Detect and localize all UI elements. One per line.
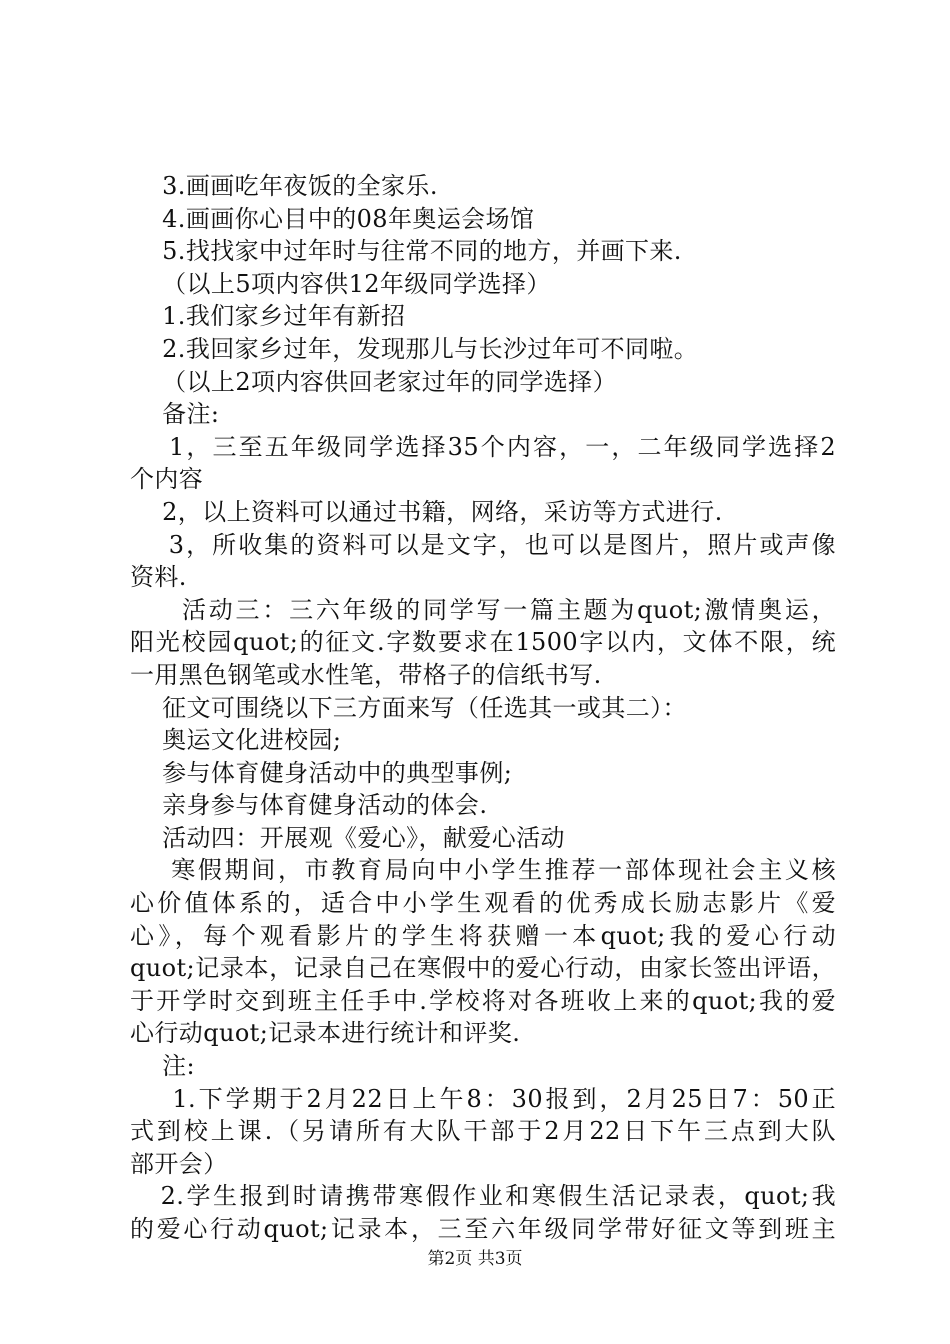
text-line: 征文可围绕以下三方面来写（任选其一或其二）： — [130, 693, 687, 722]
text-line: 心》，每个观看影片的学生将获赠一本quot;我的爱心行动 — [130, 921, 836, 950]
text-line: 心价值体系的，适合中小学生观看的优秀成长励志影片《爱 — [130, 889, 836, 918]
page-footer: 第2页 共3页 — [427, 1249, 523, 1269]
text-line: 注: — [130, 1052, 196, 1081]
text-line: 3.画画吃年夜饭的全家乐. — [130, 172, 438, 200]
text-line: 一用黑色钢笔或水性笔，带格子的信纸书写. — [130, 660, 602, 689]
text-line: 1.我们家乡过年有新招 — [130, 302, 406, 331]
text-line: 阳光校园quot;的征文.字数要求在1500字以内，文体不限，统 — [130, 628, 836, 657]
text-line: 寒假期间，市教育局向中小学生推荐一部体现社会主义核 — [130, 856, 836, 885]
text-line: 资料. — [130, 563, 187, 592]
text-line: 部开会） — [130, 1149, 228, 1178]
text-line: 3，所收集的资料可以是文字，也可以是图片，照片或声像 — [130, 530, 836, 559]
text-line: quot;记录本，记录自己在寒假中的爱心行动，由家长签出评语， — [130, 954, 836, 983]
text-line: 参与体育健身活动中的典型事例; — [130, 758, 513, 787]
text-line: 心行动quot;记录本进行统计和评奖. — [130, 1019, 521, 1048]
text-line: （以上5项内容供12年级同学选择） — [130, 269, 551, 298]
text-line: 2.学生报到时请携带寒假作业和寒假生活记录表，quot;我 — [130, 1182, 836, 1211]
text-line: 亲身参与体育健身活动的体会. — [130, 791, 488, 820]
text-line: 的爱心行动quot;记录本，三至六年级同学带好征文等到班主 — [130, 1215, 836, 1243]
text-line: 4.画画你心目中的08年奥运会场馆 — [130, 204, 535, 233]
text-line: 奥运文化进校园; — [130, 726, 342, 755]
text-line: 2.我回家乡过年，发现那儿与长沙过年可不同啦。 — [130, 334, 699, 363]
text-line: 1.下学期于2月22日上午8：30报到，2月25日7：50正 — [130, 1084, 836, 1113]
text-line: 备注: — [130, 400, 220, 429]
text-line: 5.找找家中过年时与往常不同的地方，并画下来. — [130, 237, 682, 266]
text-line: 个内容 — [130, 465, 204, 494]
text-line: （以上2项内容供回老家过年的同学选择） — [130, 367, 617, 396]
text-line: 于开学时交到班主任手中.学校将对各班收上来的quot;我的爱 — [130, 986, 836, 1015]
text-line: 2，以上资料可以通过书籍，网络，采访等方式进行. — [130, 497, 723, 526]
text-line: 活动四：开展观《爱心》，献爱心活动 — [130, 823, 565, 852]
text-line: 1，三至五年级同学选择35个内容，一，二年级同学选择2 — [130, 432, 836, 461]
document-body — [130, 170, 836, 1246]
text-line: 式到校上课.（另请所有大队干部于2月22日下午三点到大队 — [130, 1117, 836, 1146]
text-line: 活动三：三六年级的同学写一篇主题为quot;激情奥运， — [130, 595, 836, 624]
